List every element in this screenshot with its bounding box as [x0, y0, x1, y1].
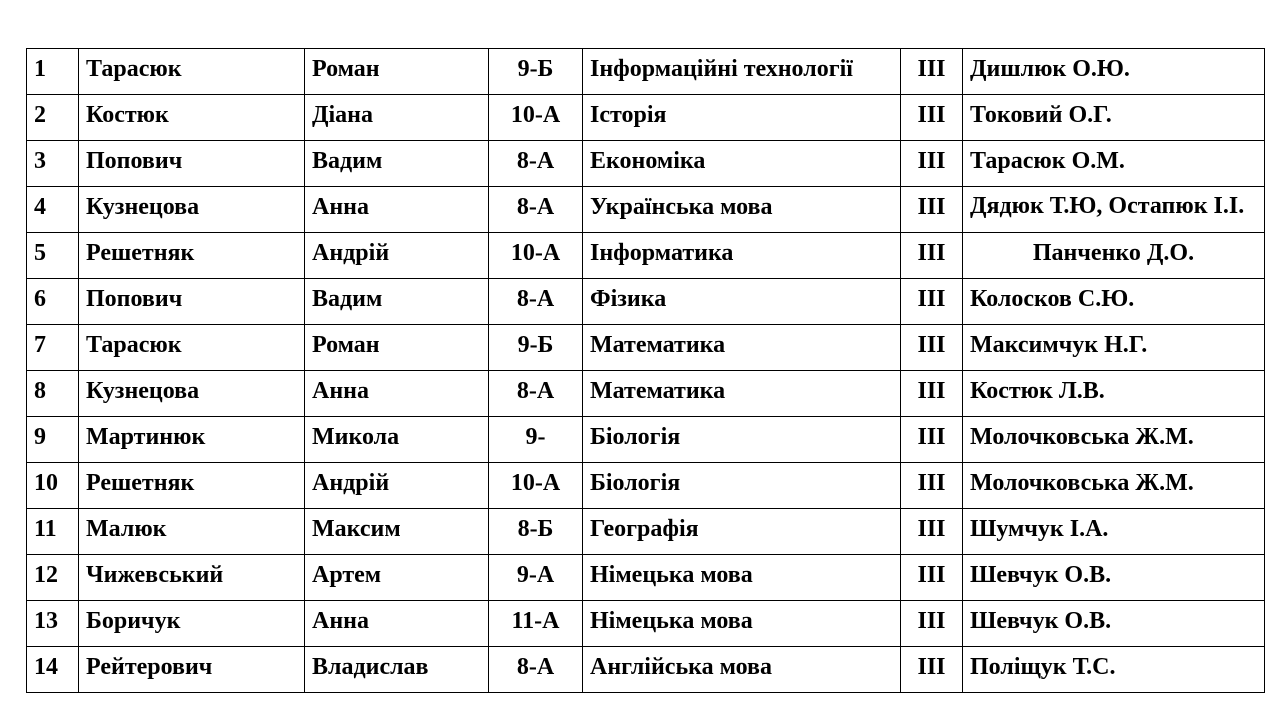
student-class: 8-Б — [489, 509, 583, 555]
place: ІІІ — [901, 49, 963, 95]
place: ІІІ — [901, 233, 963, 279]
student-class: 8-А — [489, 187, 583, 233]
subject: Географія — [583, 509, 901, 555]
place: ІІІ — [901, 371, 963, 417]
row-number: 11 — [27, 509, 79, 555]
teacher: Токовий О.Г. — [963, 95, 1265, 141]
row-number: 12 — [27, 555, 79, 601]
student-name: Андрій — [305, 463, 489, 509]
subject: Англійська мова — [583, 647, 901, 693]
student-surname: Малюк — [79, 509, 305, 555]
teacher: Костюк Л.В. — [963, 371, 1265, 417]
teacher: Колосков С.Ю. — [963, 279, 1265, 325]
place: ІІІ — [901, 141, 963, 187]
student-surname: Мартинюк — [79, 417, 305, 463]
student-class: 8-А — [489, 371, 583, 417]
student-surname: Тарасюк — [79, 49, 305, 95]
student-surname: Решетняк — [79, 463, 305, 509]
student-name: Анна — [305, 601, 489, 647]
student-class: 8-А — [489, 647, 583, 693]
row-number: 7 — [27, 325, 79, 371]
student-class: 10-А — [489, 463, 583, 509]
teacher: Дишлюк О.Ю. — [963, 49, 1265, 95]
place: ІІІ — [901, 555, 963, 601]
table-row — [27, 509, 1265, 555]
student-surname: Попович — [79, 279, 305, 325]
table-row — [27, 49, 1265, 95]
row-number: 9 — [27, 417, 79, 463]
student-class: 9-Б — [489, 49, 583, 95]
table-row — [27, 555, 1265, 601]
results-table — [26, 48, 1265, 693]
student-surname: Решетняк — [79, 233, 305, 279]
subject: Біологія — [583, 417, 901, 463]
student-name: Діана — [305, 95, 489, 141]
student-class: 8-А — [489, 279, 583, 325]
row-number: 3 — [27, 141, 79, 187]
student-name: Роман — [305, 49, 489, 95]
subject: Інформатика — [583, 233, 901, 279]
row-number: 5 — [27, 233, 79, 279]
student-name: Андрій — [305, 233, 489, 279]
student-name: Роман — [305, 325, 489, 371]
teacher: Дядюк Т.Ю, Остапюк І.І. — [963, 187, 1265, 233]
table-row — [27, 371, 1265, 417]
teacher: Молочковська Ж.М. — [963, 463, 1265, 509]
row-number: 14 — [27, 647, 79, 693]
subject: Біологія — [583, 463, 901, 509]
table-row — [27, 463, 1265, 509]
student-class: 10-А — [489, 233, 583, 279]
student-surname: Рейтерович — [79, 647, 305, 693]
teacher: Шумчук І.А. — [963, 509, 1265, 555]
table-row — [27, 95, 1265, 141]
student-name: Анна — [305, 187, 489, 233]
place: ІІІ — [901, 509, 963, 555]
place: ІІІ — [901, 647, 963, 693]
table-row — [27, 601, 1265, 647]
table-row — [27, 325, 1265, 371]
subject: Німецька мова — [583, 555, 901, 601]
teacher: Шевчук О.В. — [963, 601, 1265, 647]
row-number: 4 — [27, 187, 79, 233]
row-number: 13 — [27, 601, 79, 647]
subject: Економіка — [583, 141, 901, 187]
subject: Українська мова — [583, 187, 901, 233]
student-name: Владислав — [305, 647, 489, 693]
student-surname: Боричук — [79, 601, 305, 647]
table-row — [27, 187, 1265, 233]
student-class: 8-А — [489, 141, 583, 187]
subject: Історія — [583, 95, 901, 141]
subject: Математика — [583, 371, 901, 417]
place: ІІІ — [901, 417, 963, 463]
teacher: Шевчук О.В. — [963, 555, 1265, 601]
student-surname: Тарасюк — [79, 325, 305, 371]
teacher: Поліщук Т.С. — [963, 647, 1265, 693]
subject: Математика — [583, 325, 901, 371]
student-name: Вадим — [305, 279, 489, 325]
teacher: Молочковська Ж.М. — [963, 417, 1265, 463]
subject: Фізика — [583, 279, 901, 325]
place: ІІІ — [901, 187, 963, 233]
row-number: 2 — [27, 95, 79, 141]
teacher: Максимчук Н.Г. — [963, 325, 1265, 371]
table-row — [27, 417, 1265, 463]
student-class: 9- — [489, 417, 583, 463]
student-class: 9-А — [489, 555, 583, 601]
subject: Німецька мова — [583, 601, 901, 647]
student-surname: Костюк — [79, 95, 305, 141]
student-name: Артем — [305, 555, 489, 601]
place: ІІІ — [901, 325, 963, 371]
place: ІІІ — [901, 601, 963, 647]
student-name: Анна — [305, 371, 489, 417]
subject: Інформаційні технології — [583, 49, 901, 95]
row-number: 1 — [27, 49, 79, 95]
place: ІІІ — [901, 279, 963, 325]
place: ІІІ — [901, 95, 963, 141]
table-row — [27, 279, 1265, 325]
student-name: Вадим — [305, 141, 489, 187]
row-number: 8 — [27, 371, 79, 417]
row-number: 10 — [27, 463, 79, 509]
student-name: Максим — [305, 509, 489, 555]
results-table-wrapper — [26, 48, 1264, 693]
student-surname: Кузнецова — [79, 371, 305, 417]
student-surname: Чижевський — [79, 555, 305, 601]
row-number: 6 — [27, 279, 79, 325]
student-name: Микола — [305, 417, 489, 463]
student-class: 9-Б — [489, 325, 583, 371]
table-row — [27, 647, 1265, 693]
student-class: 10-А — [489, 95, 583, 141]
table-row — [27, 141, 1265, 187]
teacher: Тарасюк О.М. — [963, 141, 1265, 187]
student-class: 11-А — [489, 601, 583, 647]
place: ІІІ — [901, 463, 963, 509]
student-surname: Кузнецова — [79, 187, 305, 233]
student-surname: Попович — [79, 141, 305, 187]
teacher: Панченко Д.О. — [963, 233, 1265, 279]
table-row — [27, 233, 1265, 279]
